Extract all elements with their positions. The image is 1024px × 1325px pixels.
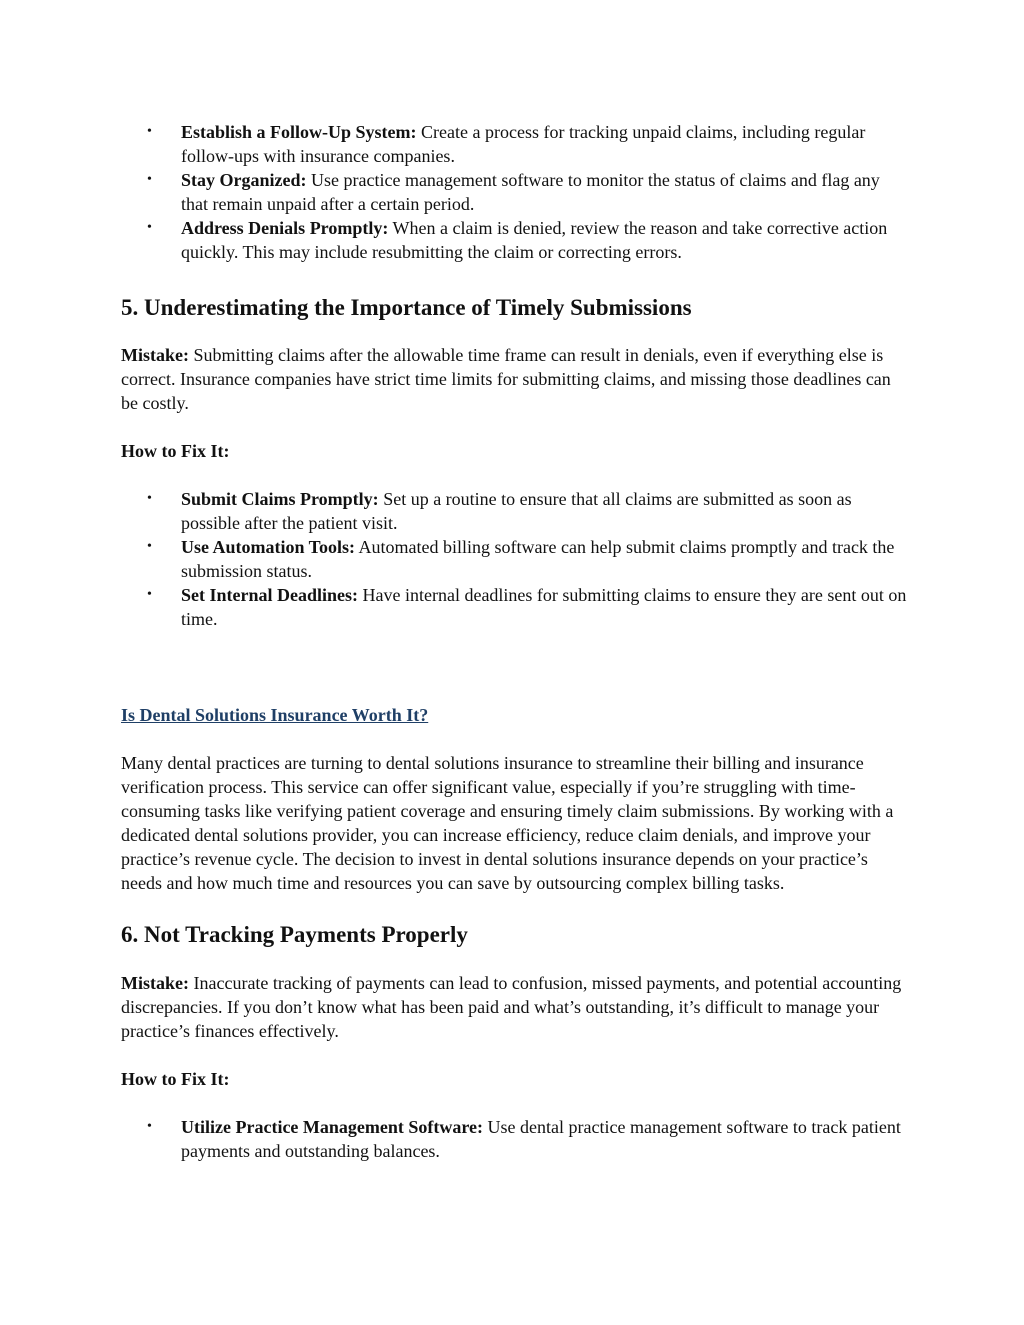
item-label: Stay Organized: xyxy=(181,170,307,190)
section-6-heading: 6. Not Tracking Payments Properly xyxy=(121,922,468,947)
bullet-icon: • xyxy=(147,172,152,187)
bullet-icon: • xyxy=(147,1119,152,1134)
item-label: Address Denials Promptly: xyxy=(181,218,389,238)
bullet-icon: • xyxy=(147,587,152,602)
item-label: Use Automation Tools: xyxy=(181,537,356,557)
follow-up-list xyxy=(121,120,911,264)
bullet-icon: • xyxy=(147,539,152,554)
item-label: Utilize Practice Management Software: xyxy=(181,1117,484,1137)
item-text: Set up a routine to ensure that all claims are submitted as soon as possible after the patient visit. xyxy=(181,489,852,533)
dental-paragraph: Many dental practices are turning to dental solutions insurance to streamline their billing and insurance verification process. This service can offer significant value, especially if you’re struggling with time-consuming tasks like verifying patient coverage and ensuring timely claim submissions. By working with a dedicated dental solutions provider, you can increase efficiency, reduce claim denials, and improve your practice’s revenue cycle. The decision to invest in dental solutions insurance depends on your practice’s needs and how much time and resources you can save by outsourcing complex billing tasks. xyxy=(121,753,894,893)
fix-label: How to Fix It: xyxy=(121,441,230,461)
dental-heading-row xyxy=(121,703,911,727)
dental-insurance-link[interactable]: Is Dental Solutions Insurance Worth It? xyxy=(121,705,429,725)
section-5-fix-heading xyxy=(121,439,911,463)
list-item xyxy=(121,583,911,631)
list-item xyxy=(121,1115,911,1163)
item-text: Have internal deadlines for submitting claims to ensure they are sent out on time. xyxy=(181,585,907,629)
section-6-fix-heading xyxy=(121,1067,911,1091)
section-5-mistake xyxy=(121,343,911,415)
document-content xyxy=(121,120,911,1163)
item-text: Create a process for tracking unpaid claims, including regular follow-ups with insurance companies. xyxy=(181,122,866,166)
item-text: When a claim is denied, review the reason and take corrective action quickly. This may include resubmitting the claim or correcting errors. xyxy=(181,218,888,262)
mistake-text: Inaccurate tracking of payments can lead to confusion, missed payments, and potential accounting discrepancies. If you don’t know what has been paid and what’s outstanding, it’s difficult to manage your practice’s finances effectively. xyxy=(121,973,902,1041)
section-6-fix-list xyxy=(121,1115,911,1163)
bullet-icon: • xyxy=(147,124,152,139)
item-text: Use dental practice management software to track patient payments and outstanding balances. xyxy=(181,1117,901,1161)
mistake-label: Mistake: xyxy=(121,973,189,993)
item-label: Establish a Follow-Up System: xyxy=(181,122,417,142)
mistake-text: Submitting claims after the allowable time frame can result in denials, even if everything else is correct. Insurance companies have strict time limits for submitting claims, and missing those deadlines can be costly. xyxy=(121,345,891,413)
fix-label: How to Fix It: xyxy=(121,1069,230,1089)
section-6-mistake xyxy=(121,971,911,1043)
list-item xyxy=(121,216,911,264)
list-item xyxy=(121,487,911,535)
item-label: Submit Claims Promptly: xyxy=(181,489,379,509)
section-5-heading: 5. Underestimating the Importance of Timely Submissions xyxy=(121,295,692,320)
item-label: Set Internal Deadlines: xyxy=(181,585,358,605)
bullet-icon: • xyxy=(147,491,152,506)
item-text: Use practice management software to monitor the status of claims and flag any that remain unpaid after a certain period. xyxy=(181,170,880,214)
list-item xyxy=(121,168,911,216)
bullet-icon: • xyxy=(147,220,152,235)
section-5-fix-list xyxy=(121,487,911,631)
mistake-label: Mistake: xyxy=(121,345,189,365)
list-item xyxy=(121,535,911,583)
list-item xyxy=(121,120,911,168)
item-text: Automated billing software can help submit claims promptly and track the submission status. xyxy=(181,537,895,581)
